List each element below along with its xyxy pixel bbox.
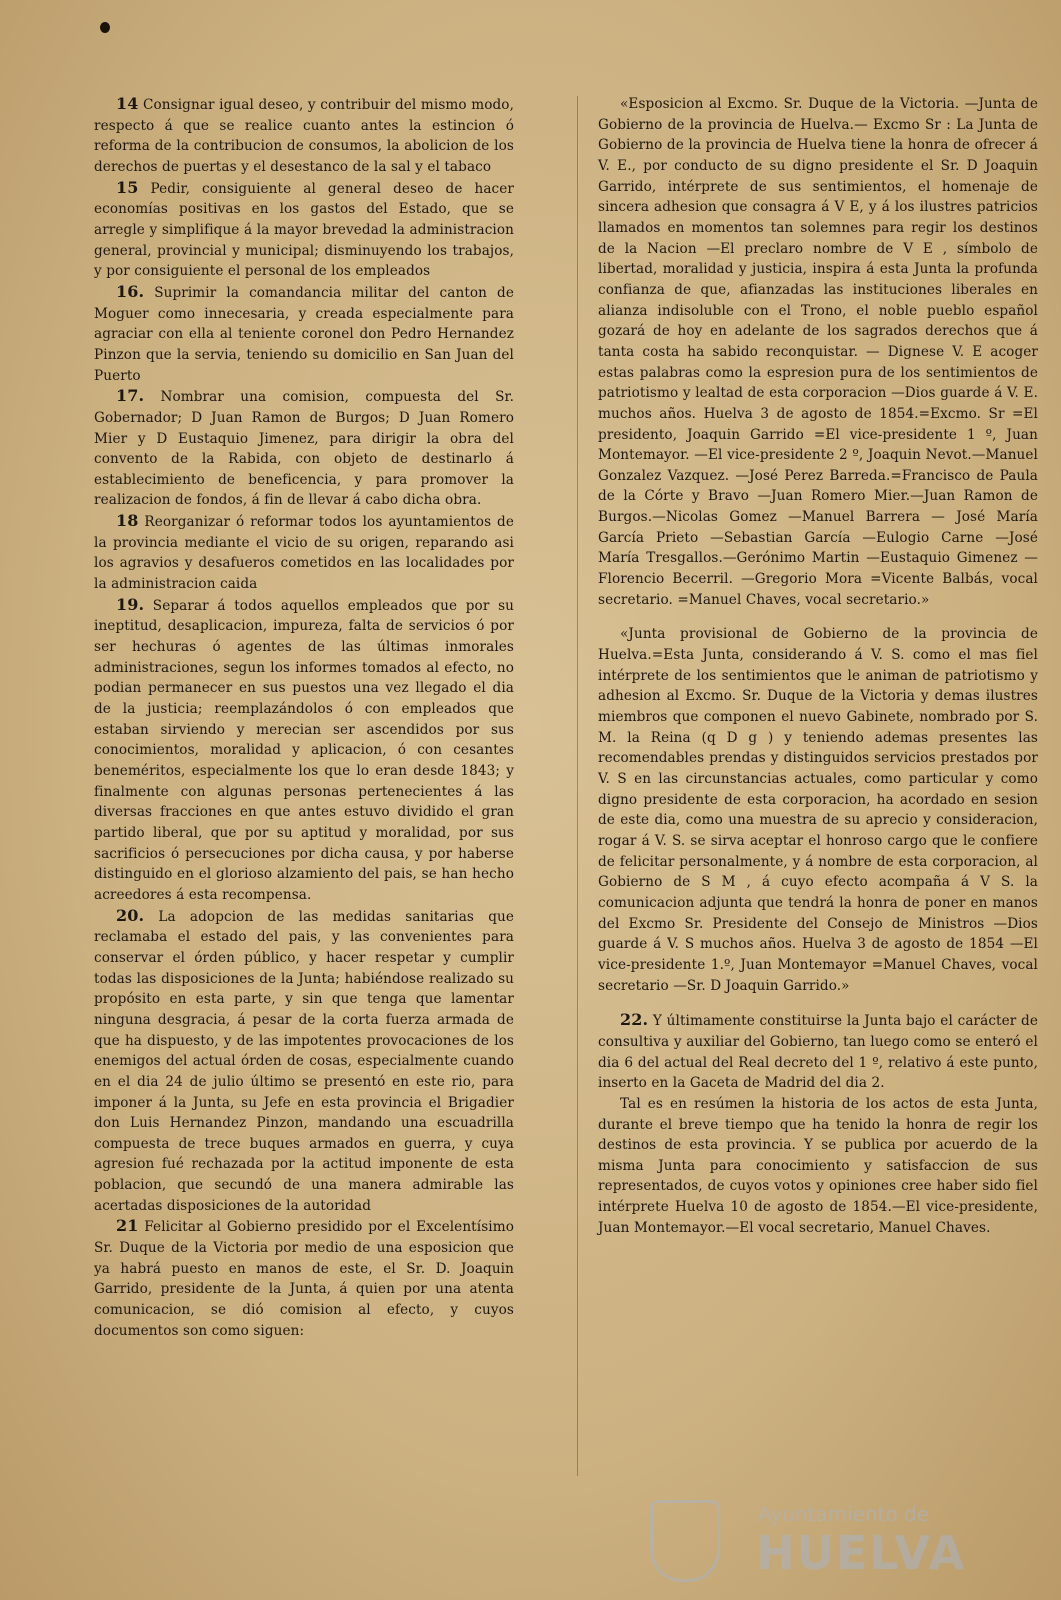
- item-16: 16. Suprimir la comandancia militar del canton de Moguer como innecesaria, y creada especialmente para agraciar con ella al teniente coronel don Pedro Hernandez Pinzon que la servia, teniendo su domicilio en San Juan del Puerto: [94, 281, 515, 384]
- item-17: 17. Nombrar una comision, compuesta del Sr. Gobernador; D Juan Ramon de Burgos; D Juan Romero Mier y D Eustaquio Jimenez, para dirigir la obra del convento de la Rabida, con objeto de destinarlo á establecimiento de beneficencia, y para promover la realizacion de fondos, á fin de llevar á cabo dicha obra.: [94, 386, 515, 509]
- coat-of-arms-icon: [650, 1500, 720, 1582]
- column-divider: [577, 96, 578, 1476]
- junta-provisional-letter: «Junta provisional de Gobierno de la provincia de Huelva.=Esta Junta, considerando á V. S. como el mas fiel intérprete de los sentimientos que le animan de patriotismo y adhesion al Excmo. Sr. Duque de la Victoria y demas ilustres miembros que componen el nuevo Gabinete, nombrado por S. M. la Reina (q D g ) y teniendo ademas presentes las recomendables prendas y distinguidos servicios prestados por V. S en las circunstancias actuales, como particular y como digno presidente de esta corporacion, ha acordado en sesion de este dia, como una muestra de su aprecio y consideracion, rogar á V. S. se sirva aceptar el honroso cargo que le confiere de felicitar personalmente, y á nombre de esta corporacion, al Gobierno de S M , á cuyo efecto acompaña á V S. la comunicacion adjunta que tendrá la honra de poner en manos del Excmo Sr. Presidente del Consejo de Ministros —Dios guarde á V. S muchos años. Huelva 3 de agosto de 1854 —El vice-presidente 1.º, Juan Montemayor =Manuel Chaves, vocal secretario —Sr. D Joaquin Garrido.»: [598, 626, 1038, 994]
- item-14: 14 Consignar igual deseo, y contribuir del mismo modo, respecto á que se realice cuanto antes la estincion ó reforma de la contribucion de consumos, la abolicion de los derechos de puertas y el desestanco de la sal y el tabaco: [94, 94, 514, 175]
- left-column: [94, 94, 514, 1341]
- closing-summary: Tal es en resúmen la historia de los actos de esta Junta, durante el breve tiempo que ha tenido la honra de regir los destinos de esta provincia. Y se publica por acuerdo de la misma Junta para conocimiento y satisfaccion de sus representados, de cuyos votos y opiniones cree haber sido fiel intérprete Huelva 10 de agosto de 1854.—El vice-presidente, Juan Montemayor.—El vocal secretario, Manuel Chaves.: [598, 1095, 1038, 1236]
- watermark-line2: HUELVA: [756, 1526, 967, 1580]
- item-21: 21 Felicitar al Gobierno presidido por el Excelentísimo Sr. Duque de la Victoria por medio de una esposicion que ya habrá puesto en manos de este, el Sr. D. Joaquin Garrido, presidente de la Junta, á quien por una atenta comunicacion, se dió comision al efecto, y cuyos documentos son como siguen:: [94, 1216, 514, 1339]
- item-15: 15 Pedir, consiguiente al general deseo de hacer economías positivas en los gastos del Estado, que se arregle y simplifique á la mayor brevedad la administracion general, provincial y municipal; disminuyendo los trabajos, y por consiguiente el personal de los empleados: [94, 177, 515, 280]
- item-18: 18 Reorganizar ó reformar todos los ayuntamientos de la provincia mediante el vicio de su origen, reparando asi los agravios y desafueros cometidos en las localidades por la administracion caida: [94, 511, 515, 593]
- archive-watermark: [650, 1490, 1010, 1590]
- item-19: 19. Separar á todos aquellos empleados que por su ineptitud, desaplicacion, impureza, falta de servicios ó por ser hechuras ó agentes de las últimas inmorales administraciones, segun los informes tomados al efecto, no podian permanecer en sus puestos una vez llegado el dia de la justicia; reemplazándolos ó con empleados que estaban sirviendo y merecian ser ascendidos por sus conocimientos, moralidad y aplicacion, ó con cesantes beneméritos, especialmente los que lo eran desde 1843; y finalmente con algunas personas pertenecientes á las diversas fracciones en que antes estuvo dividido el gran partido liberal, que por su aptitud y moralidad, por sus sacrificios ó persecuciones por dicha causa, y por haberse distinguido en el glorioso alzamiento del pais, se han hecho acreedores á esta recompensa.: [94, 594, 514, 903]
- esposicion-duque: «Esposicion al Excmo. Sr. Duque de la Victoria. —Junta de Gobierno de la provincia de Huelva.— Excmo Sr : La Junta de Gobierno de la provincia de Huelva tiene la honra de ofrecer á V. E., por conducto de su digno presidente el Sr. D Joaquin Garrido, intérprete de sus sentimientos, el homenaje de sincera adhesion que consagra á V E, y á los ilustres patricios llamados en momentos tan solemnes para regir los destinos de la Nacion —El preclaro nombre de V E , símbolo de libertad, moralidad y justicia, inspira á esta Junta la profunda confianza de que, afianzadas las instituciones liberales en alianza indisoluble con el Trono, el noble pueblo español gozará de hoy en adelante de los sagrados derechos que á tanta costa ha sabido reconquistar. — Dignese V. E acoger estas palabras como la espresion pura de los sentimientos de patriotismo y lealtad de esta corporacion —Dios guarde á V. E. muchos años. Huelva 3 de agosto de 1854.=Excmo. Sr =El presidento, Joaquin Garrido =El vice-presidente 1 º, Juan Montemayor. —El vice-presidente 2 º, Joaquin Nevot.—Manuel Gonzalez Vazquez. —José Perez Barreda.=Francisco de Paula de la Córte y Bravo —Juan Romero Mier.—Juan Ramon de Burgos.—Nicolas Gomez —Manuel Barrera — José María García Prieto —Sebastian García —Eulogio Carne —José María Tresgallos.—Gerónimo Martin —Eustaquio Gimenez —Florencio Becerril. —Gregorio Mora =Vicente Balbás, vocal secretario. =Manuel Chaves, vocal secretario.»: [598, 96, 1038, 608]
- ink-dot: [100, 22, 110, 33]
- right-column: [598, 94, 1038, 1238]
- item-20: 20. La adopcion de las medidas sanitarias que reclamaba el estado del pais, y las convenientes para conservar el órden público, y hacer respetar y cumplir todas las disposiciones de la Junta; habiéndose realizado su propósito en esta parte, y sin que tenga que lamentar ninguna desgracia, á pesar de la corta fuerza armada de que ha dispuesto, y de las impotentes provocaciones de los enemigos del actual órden de cosas, especialmente cuando en el dia 24 de julio último se presentó en este rio, para imponer á la Junta, su Jefe en esta provincia el Brigadier don Luis Hernandez Pinzon, mandando una escuadrilla compuesta de trece buques armados en guerra, y cuya agresion fué rechazada por la actitud imponente de esta poblacion, que secundó de una manera admirable las acertadas disposiciones de la autoridad: [94, 905, 514, 1214]
- item-22: 22. Y últimamente constituirse la Junta bajo el carácter de consultiva y auxiliar del Gobierno, tan luego como se enteró el dia 6 del actual del Real decreto del 1 º, relativo á este punto, inserto en la Gaceta de Madrid del dia 2.: [598, 1010, 1038, 1092]
- watermark-line1: Ayuntamiento de: [758, 1502, 930, 1526]
